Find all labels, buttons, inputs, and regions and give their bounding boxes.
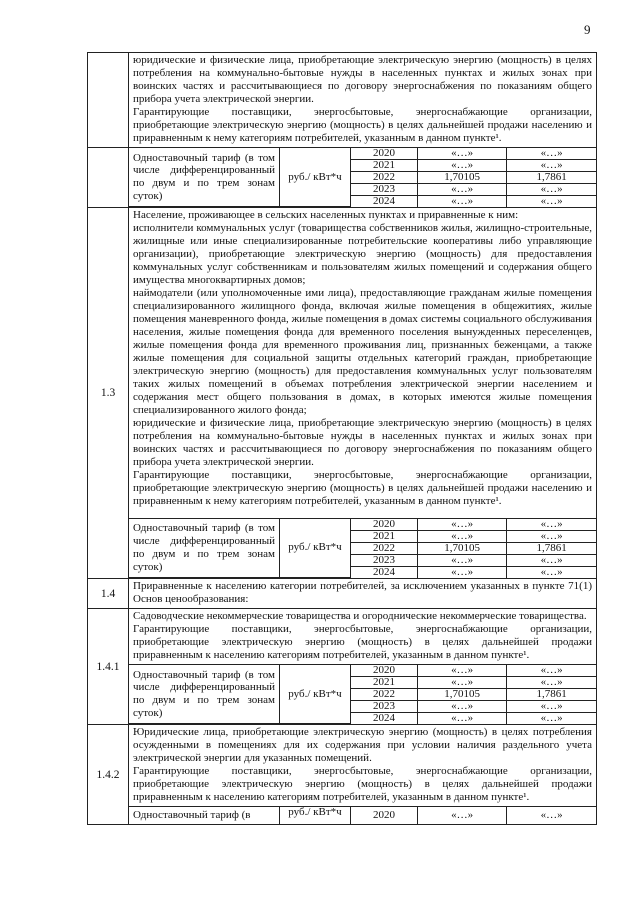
- row-description: [129, 725, 596, 806]
- paragraph: Гарантирующие поставщики, энергосбытовые, энергоснабжающие организации, приобретающие электрическую энергию (мощность) в целях дальнейшей продажи приравненным к населению категориям потребителей, указанным в данном пункте¹.: [133, 765, 592, 804]
- value-cell: «…»: [418, 195, 507, 207]
- value-cell: «…»: [507, 712, 596, 724]
- row-description: [129, 53, 596, 147]
- year-cell: 2024: [351, 195, 418, 207]
- tariff-subtable: [129, 148, 596, 208]
- value-cell: «…»: [418, 676, 507, 688]
- tariff-unit: руб./ кВт*ч: [280, 519, 351, 578]
- paragraph: юридические и физические лица, приобретающие электрическую энергию (мощность) в целях потребления на коммунально-бытовые нужды в населенных пунктах и жилых зонах при воинских частях и рассчитывающиеся по договору энергоснабжения по показаниям общего прибора учета электрической энергии.: [133, 416, 592, 468]
- value-cell: «…»: [418, 159, 507, 171]
- tariff-label: Одноставочный тариф (в том числе дифференцированный по двум и по трем зонам суток): [129, 148, 280, 207]
- year-cell: 2022: [351, 688, 418, 700]
- year-cell: 2024: [351, 712, 418, 724]
- row-number: 1.4.1: [88, 609, 129, 725]
- value-cell: «…»: [507, 700, 596, 712]
- tariff-label: Одноставочный тариф (в: [129, 807, 280, 824]
- tariff-subtable: [129, 665, 596, 725]
- year-cell: 2021: [351, 530, 418, 542]
- year-cell: 2022: [351, 171, 418, 183]
- tariff-row: [88, 518, 597, 579]
- value-cell: «…»: [507, 665, 596, 677]
- tariff-subtable: [129, 519, 596, 579]
- year-cell: 2020: [351, 519, 418, 531]
- year-cell: 2021: [351, 159, 418, 171]
- table-row-1-4-2: [88, 725, 597, 807]
- paragraph: исполнители коммунальных услуг (товарищества собственников жилья, жилищно-строительные, жилищные или иные специализированные потребительские кооперативы либо управляющие организации), приобретающие электрическую энергию (мощность) для предоставления коммунальных услуг собственникам и пользователям жилых помещений и содержания общего имущества многоквартирных домов;: [133, 222, 592, 287]
- value-cell: 1,70105: [418, 688, 507, 700]
- paragraph: Юридические лица, приобретающие электрическую энергию (мощность) в целях потребления осужденными в помещениях для их содержания при условии наличия раздельного учета электрической энергии для указанных помещений.: [133, 726, 592, 765]
- value-cell: «…»: [418, 183, 507, 195]
- value-cell: 1,70105: [418, 171, 507, 183]
- page-number: 9: [584, 22, 591, 37]
- value-cell: «…»: [507, 566, 596, 578]
- row-number: [88, 53, 129, 148]
- value-cell: «…»: [418, 530, 507, 542]
- row-number: 1.4: [88, 579, 129, 609]
- row-number: 1.4.2: [88, 725, 129, 825]
- tariff-table: [87, 52, 597, 825]
- paragraph: наймодатели (или уполномоченные ими лица), предоставляющие гражданам жилые помещения специализированного жилищного фонда, включая жилые помещения в общежитиях, жилые помещения маневренного фонда, жилые помещения в домах системы социального обслуживания населения, жилые помещения фонда для временного поселения вынужденных переселенцев, жилые помещения фонда для временного проживания лиц, признанных беженцами, а также жилые помещения для социальной защиты отдельных категорий граждан, приобретающие электрическую энергию (мощность) для предоставления коммунальных услуг пользователям таких жилых помещений в объемах потребления электрической энергии населением и содержания мест общего пользования в домах, в которых имеются жилые помещения специализированного жилого фонда;: [133, 287, 592, 416]
- year-cell: 2023: [351, 700, 418, 712]
- tariff-unit: руб./ кВт*ч: [280, 148, 351, 207]
- value-cell: 1,7861: [507, 542, 596, 554]
- value-cell: «…»: [418, 700, 507, 712]
- year-cell: 2020: [351, 665, 418, 677]
- paragraph: Гарантирующие поставщики, энергосбытовые, энергоснабжающие организации, приобретающие электрическую энергию (мощность) в целях дальнейшей продажи населению и приравненным к нему категориям потребителей, указанным в данном пункте¹.: [133, 105, 592, 144]
- paragraph: Гарантирующие поставщики, энергосбытовые, энергоснабжающие организации, приобретающие электрическую энергию (мощность) в целях дальнейшей продажи приравненным к населению категориям потребителей, указанным в данном пункте¹.: [133, 622, 592, 661]
- paragraph: Гарантирующие поставщики, энергосбытовые, энергоснабжающие организации, приобретающие электрическую энергию (мощность) в целях дальнейшей продажи населению и приравненным к нему категориям потребителей, указанным в данном пункте¹.: [133, 468, 592, 507]
- tariff-unit: руб./ кВт*ч: [280, 807, 351, 824]
- table-row-1-4: [88, 579, 597, 609]
- year-cell: 2020: [351, 148, 418, 160]
- value-cell: «…»: [418, 148, 507, 160]
- paragraph: Население, проживающее в сельских населенных пунктах и приравненные к ним:: [133, 209, 519, 222]
- table-row-1-4-1: [88, 609, 597, 665]
- table-row-1-3: [88, 208, 597, 518]
- year-cell: 2022: [351, 542, 418, 554]
- value-cell: «…»: [507, 519, 596, 531]
- paragraph: Садоводческие некоммерческие товарищества и огороднические некоммерческие товарищества.: [133, 610, 587, 622]
- tariff-label: Одноставочный тариф (в том числе дифференцированный по двум и по трем зонам суток): [129, 519, 280, 578]
- tariff-row: [88, 147, 597, 208]
- value-cell: «…»: [418, 665, 507, 677]
- value-cell: 1,7861: [507, 688, 596, 700]
- tariff-label: Одноставочный тариф (в том числе дифференцированный по двум и по трем зонам суток): [129, 665, 280, 724]
- value-cell: «…»: [418, 807, 507, 824]
- value-cell: «…»: [418, 554, 507, 566]
- value-cell: «…»: [507, 159, 596, 171]
- value-cell: «…»: [418, 519, 507, 531]
- value-cell: «…»: [507, 183, 596, 195]
- value-cell: «…»: [418, 712, 507, 724]
- row-description: [129, 208, 596, 517]
- row-description: Приравненные к населению категории потребителей, за исключением указанных в пункте 71(1) Основ ценообразования:: [133, 580, 592, 606]
- value-cell: «…»: [507, 554, 596, 566]
- paragraph: юридические и физические лица, приобретающие электрическую энергию (мощность) в целях потребления на коммунально-бытовые нужды в населенных пунктах и жилых зонах при воинских частях и рассчитывающиеся по договору энергоснабжения по показаниям общего прибора учета электрической энергии.: [133, 54, 592, 105]
- value-cell: «…»: [507, 530, 596, 542]
- year-cell: 2020: [351, 807, 418, 824]
- value-cell: «…»: [507, 195, 596, 207]
- year-cell: 2023: [351, 554, 418, 566]
- row-description: [129, 609, 596, 664]
- value-cell: 1,70105: [418, 542, 507, 554]
- tariff-row: [88, 664, 597, 725]
- year-cell: 2024: [351, 566, 418, 578]
- tariff-unit: руб./ кВт*ч: [280, 665, 351, 724]
- year-cell: 2021: [351, 676, 418, 688]
- tariff-subtable: [129, 807, 596, 824]
- row-number: 1.3: [88, 208, 129, 579]
- value-cell: 1,7861: [507, 171, 596, 183]
- value-cell: «…»: [418, 566, 507, 578]
- value-cell: «…»: [507, 676, 596, 688]
- value-cell: «…»: [507, 807, 596, 824]
- value-cell: «…»: [507, 148, 596, 160]
- tariff-row-partial: [88, 807, 597, 825]
- table-row-continuation: [88, 53, 597, 148]
- year-cell: 2023: [351, 183, 418, 195]
